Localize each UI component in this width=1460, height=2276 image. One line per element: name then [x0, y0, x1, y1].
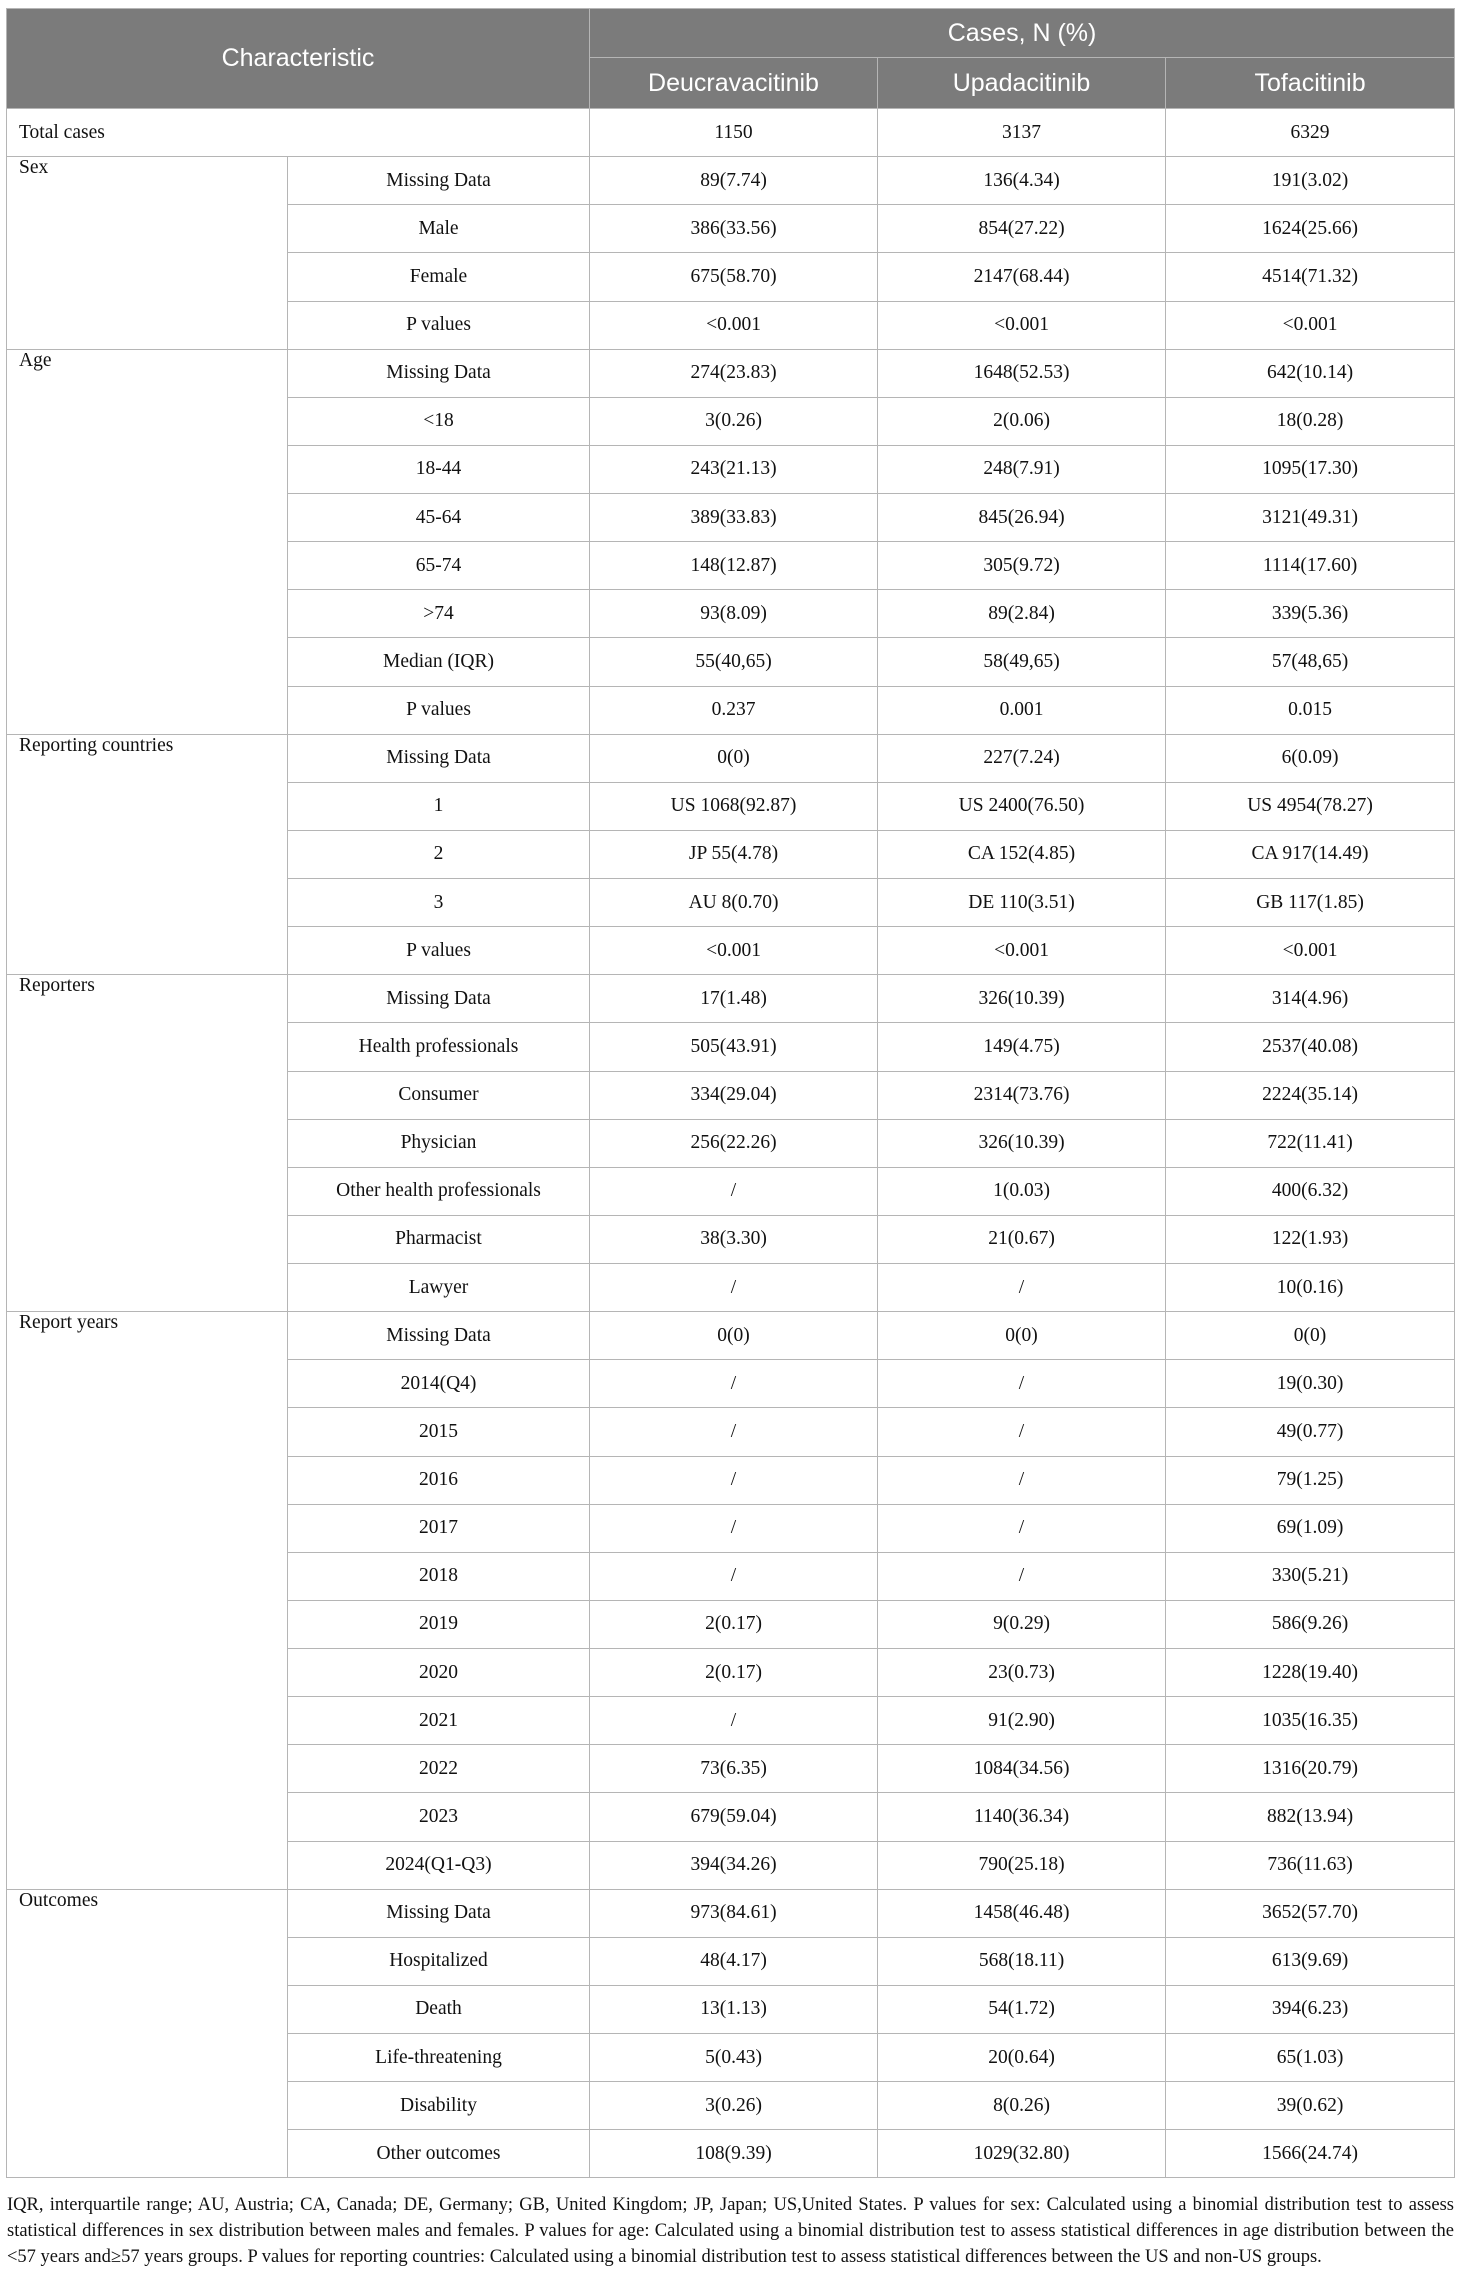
total-cases-label: Total cases — [7, 109, 590, 157]
cell-value: <0.001 — [1166, 927, 1455, 975]
cell-value: 20(0.64) — [878, 2034, 1166, 2082]
cell-value: 3(0.26) — [590, 397, 878, 445]
row-label: Female — [288, 253, 590, 301]
cell-value: / — [878, 1456, 1166, 1504]
cell-value: US 4954(78.27) — [1166, 782, 1455, 830]
cell-value: 790(25.18) — [878, 1841, 1166, 1889]
cell-value: 2224(35.14) — [1166, 1071, 1455, 1119]
cell-value: AU 8(0.70) — [590, 879, 878, 927]
cell-value: 10(0.16) — [1166, 1264, 1455, 1312]
cell-value: 613(9.69) — [1166, 1937, 1455, 1985]
cell-value: 1140(36.34) — [878, 1793, 1166, 1841]
cell-value: 389(33.83) — [590, 494, 878, 542]
cell-value: 148(12.87) — [590, 542, 878, 590]
cell-value: 1029(32.80) — [878, 2130, 1166, 2178]
cell-value: 845(26.94) — [878, 494, 1166, 542]
cell-value: 334(29.04) — [590, 1071, 878, 1119]
cases-table — [6, 8, 1455, 2178]
cell-value: 93(8.09) — [590, 590, 878, 638]
cell-value: CA 917(14.49) — [1166, 830, 1455, 878]
cell-value: US 1068(92.87) — [590, 782, 878, 830]
cell-value: 73(6.35) — [590, 1745, 878, 1793]
row-label: Missing Data — [288, 975, 590, 1023]
cell-value: 54(1.72) — [878, 1985, 1166, 2033]
cell-value: / — [590, 1408, 878, 1456]
cell-value: 2537(40.08) — [1166, 1023, 1455, 1071]
row-label: Missing Data — [288, 1312, 590, 1360]
cell-value: 274(23.83) — [590, 349, 878, 397]
row-label: 2024(Q1-Q3) — [288, 1841, 590, 1889]
row-label: 1 — [288, 782, 590, 830]
cell-value: <0.001 — [590, 927, 878, 975]
table-header — [7, 9, 1455, 109]
cell-value: 79(1.25) — [1166, 1456, 1455, 1504]
cell-value: 21(0.67) — [878, 1215, 1166, 1263]
cell-value: <0.001 — [878, 301, 1166, 349]
cell-value: / — [590, 1456, 878, 1504]
cell-value: 722(11.41) — [1166, 1119, 1455, 1167]
cell-value: 65(1.03) — [1166, 2034, 1455, 2082]
row-label: Death — [288, 1985, 590, 2033]
row-label: P values — [288, 686, 590, 734]
cell-value: 314(4.96) — [1166, 975, 1455, 1023]
cell-value: 326(10.39) — [878, 975, 1166, 1023]
cell-value: 55(40,65) — [590, 638, 878, 686]
cell-value: / — [878, 1552, 1166, 1600]
cell-value: DE 110(3.51) — [878, 879, 1166, 927]
cell-value: 568(18.11) — [878, 1937, 1166, 1985]
cell-value: / — [878, 1264, 1166, 1312]
cell-value: 2(0.06) — [878, 397, 1166, 445]
cell-value: CA 152(4.85) — [878, 830, 1166, 878]
row-label: 45-64 — [288, 494, 590, 542]
cell-value: 136(4.34) — [878, 157, 1166, 205]
table-row — [7, 1312, 1455, 1360]
row-label: Lawyer — [288, 1264, 590, 1312]
row-label: Missing Data — [288, 157, 590, 205]
cell-value: 91(2.90) — [878, 1697, 1166, 1745]
table-body — [7, 109, 1455, 2178]
row-label: Life-threatening — [288, 2034, 590, 2082]
table-row — [7, 975, 1455, 1023]
cell-value: 386(33.56) — [590, 205, 878, 253]
table-row — [7, 349, 1455, 397]
row-label: Missing Data — [288, 349, 590, 397]
cell-value: 49(0.77) — [1166, 1408, 1455, 1456]
cell-value: 89(2.84) — [878, 590, 1166, 638]
cell-value: 1648(52.53) — [878, 349, 1166, 397]
cell-value: 149(4.75) — [878, 1023, 1166, 1071]
cell-value: 227(7.24) — [878, 734, 1166, 782]
cell-value: 1114(17.60) — [1166, 542, 1455, 590]
table-footnote: IQR, interquartile range; AU, Austria; CA, Canada; DE, Germany; GB, United Kingdom; JP, Japan; US,United States. P values for sex: Calculated using a binomial distribution test to assess statistical differences in sex distribution between males and females. P values for age: Calculated using a binomial distribution test to assess statistical differences in age distribution between the <57 years and≥57 years groups. P values for reporting countries: Calculated using a binomial distribution test to assess statistical differences between the US and non-US groups. — [7, 2195, 1454, 2268]
row-label: 2015 — [288, 1408, 590, 1456]
row-label: Physician — [288, 1119, 590, 1167]
row-label: Median (IQR) — [288, 638, 590, 686]
row-label: Missing Data — [288, 1889, 590, 1937]
cell-value: 675(58.70) — [590, 253, 878, 301]
cell-value: 0.237 — [590, 686, 878, 734]
characteristic-header: Characteristic — [7, 9, 590, 109]
table-row — [7, 734, 1455, 782]
cell-value: 505(43.91) — [590, 1023, 878, 1071]
cell-value: 9(0.29) — [878, 1600, 1166, 1648]
cell-value: / — [590, 1264, 878, 1312]
row-label: Other health professionals — [288, 1167, 590, 1215]
cell-value: 5(0.43) — [590, 2034, 878, 2082]
row-label: Missing Data — [288, 734, 590, 782]
cell-value: 89(7.74) — [590, 157, 878, 205]
cell-value: 326(10.39) — [878, 1119, 1166, 1167]
cell-value: 39(0.62) — [1166, 2082, 1455, 2130]
cell-value: <0.001 — [878, 927, 1166, 975]
row-label: 65-74 — [288, 542, 590, 590]
total-cases-value: 1150 — [590, 109, 878, 157]
cell-value: 6(0.09) — [1166, 734, 1455, 782]
cell-value: 3(0.26) — [590, 2082, 878, 2130]
cell-value: 0(0) — [590, 734, 878, 782]
row-label: 2022 — [288, 1745, 590, 1793]
row-label: 2014(Q4) — [288, 1360, 590, 1408]
category-label: Reporting countries — [7, 734, 288, 975]
cell-value: / — [590, 1504, 878, 1552]
cell-value: 0(0) — [590, 1312, 878, 1360]
cell-value: 18(0.28) — [1166, 397, 1455, 445]
cell-value: 2(0.17) — [590, 1600, 878, 1648]
cell-value: 1084(34.56) — [878, 1745, 1166, 1793]
row-label: Other outcomes — [288, 2130, 590, 2178]
row-label: P values — [288, 927, 590, 975]
cell-value: 339(5.36) — [1166, 590, 1455, 638]
category-label: Outcomes — [7, 1889, 288, 2178]
row-label: P values — [288, 301, 590, 349]
cell-value: 1624(25.66) — [1166, 205, 1455, 253]
cell-value: 305(9.72) — [878, 542, 1166, 590]
cases-header: Cases, N (%) — [590, 9, 1455, 58]
cell-value: 3652(57.70) — [1166, 1889, 1455, 1937]
row-label: <18 — [288, 397, 590, 445]
cell-value: / — [590, 1360, 878, 1408]
table-row-total — [7, 109, 1455, 157]
cell-value: 736(11.63) — [1166, 1841, 1455, 1889]
row-label: Male — [288, 205, 590, 253]
cell-value: 57(48,65) — [1166, 638, 1455, 686]
cell-value: 882(13.94) — [1166, 1793, 1455, 1841]
cell-value: 1458(46.48) — [878, 1889, 1166, 1937]
cell-value: 1095(17.30) — [1166, 445, 1455, 493]
category-label: Sex — [7, 157, 288, 350]
cell-value: / — [590, 1167, 878, 1215]
cell-value: 191(3.02) — [1166, 157, 1455, 205]
cell-value: / — [878, 1408, 1166, 1456]
cell-value: 642(10.14) — [1166, 349, 1455, 397]
cell-value: 122(1.93) — [1166, 1215, 1455, 1263]
drug-header-deucravacitinib: Deucravacitinib — [590, 58, 878, 109]
row-label: 2023 — [288, 1793, 590, 1841]
cell-value: 854(27.22) — [878, 205, 1166, 253]
cell-value: 1(0.03) — [878, 1167, 1166, 1215]
cell-value: / — [878, 1360, 1166, 1408]
row-label: 2019 — [288, 1600, 590, 1648]
table-row — [7, 1889, 1455, 1937]
row-label: 2018 — [288, 1552, 590, 1600]
drug-header-upadacitinib: Upadacitinib — [878, 58, 1166, 109]
category-label: Reporters — [7, 975, 288, 1312]
cell-value: 38(3.30) — [590, 1215, 878, 1263]
cell-value: 4514(71.32) — [1166, 253, 1455, 301]
cell-value: 394(34.26) — [590, 1841, 878, 1889]
cell-value: 2(0.17) — [590, 1649, 878, 1697]
cell-value: JP 55(4.78) — [590, 830, 878, 878]
cell-value: 1316(20.79) — [1166, 1745, 1455, 1793]
table-row — [7, 157, 1455, 205]
row-label: 18-44 — [288, 445, 590, 493]
cell-value: 58(49,65) — [878, 638, 1166, 686]
total-cases-value: 6329 — [1166, 109, 1455, 157]
cell-value: 586(9.26) — [1166, 1600, 1455, 1648]
row-label: Pharmacist — [288, 1215, 590, 1263]
cell-value: 394(6.23) — [1166, 1985, 1455, 2033]
cell-value: GB 117(1.85) — [1166, 879, 1455, 927]
row-label: 3 — [288, 879, 590, 927]
row-label: 2020 — [288, 1649, 590, 1697]
cell-value: 48(4.17) — [590, 1937, 878, 1985]
row-label: 2017 — [288, 1504, 590, 1552]
cell-value: <0.001 — [1166, 301, 1455, 349]
row-label: 2016 — [288, 1456, 590, 1504]
cell-value: / — [878, 1504, 1166, 1552]
cell-value: 679(59.04) — [590, 1793, 878, 1841]
cell-value: 400(6.32) — [1166, 1167, 1455, 1215]
cell-value: 8(0.26) — [878, 2082, 1166, 2130]
cell-value: <0.001 — [590, 301, 878, 349]
cell-value: 19(0.30) — [1166, 1360, 1455, 1408]
row-label: Disability — [288, 2082, 590, 2130]
cell-value: US 2400(76.50) — [878, 782, 1166, 830]
total-cases-value: 3137 — [878, 109, 1166, 157]
cell-value: / — [590, 1552, 878, 1600]
cell-value: 0(0) — [1166, 1312, 1455, 1360]
cell-value: 13(1.13) — [590, 1985, 878, 2033]
cell-value: 0(0) — [878, 1312, 1166, 1360]
cell-value: 248(7.91) — [878, 445, 1166, 493]
category-label: Age — [7, 349, 288, 734]
cell-value: 973(84.61) — [590, 1889, 878, 1937]
cell-value: 243(21.13) — [590, 445, 878, 493]
cell-value: 23(0.73) — [878, 1649, 1166, 1697]
row-label: Consumer — [288, 1071, 590, 1119]
row-label: Hospitalized — [288, 1937, 590, 1985]
row-label: 2021 — [288, 1697, 590, 1745]
drug-header-tofacitinib: Tofacitinib — [1166, 58, 1455, 109]
cell-value: 1566(24.74) — [1166, 2130, 1455, 2178]
row-label: 2 — [288, 830, 590, 878]
cell-value: 256(22.26) — [590, 1119, 878, 1167]
cell-value: 69(1.09) — [1166, 1504, 1455, 1552]
cell-value: 1035(16.35) — [1166, 1697, 1455, 1745]
cell-value: 2314(73.76) — [878, 1071, 1166, 1119]
cell-value: 3121(49.31) — [1166, 494, 1455, 542]
cell-value: 1228(19.40) — [1166, 1649, 1455, 1697]
row-label: >74 — [288, 590, 590, 638]
table-container — [6, 8, 1454, 2270]
cell-value: 0.001 — [878, 686, 1166, 734]
cell-value: 108(9.39) — [590, 2130, 878, 2178]
cell-value: 17(1.48) — [590, 975, 878, 1023]
row-label: Health professionals — [288, 1023, 590, 1071]
cell-value: / — [590, 1697, 878, 1745]
cell-value: 2147(68.44) — [878, 253, 1166, 301]
category-label: Report years — [7, 1312, 288, 1890]
cell-value: 0.015 — [1166, 686, 1455, 734]
cell-value: 330(5.21) — [1166, 1552, 1455, 1600]
